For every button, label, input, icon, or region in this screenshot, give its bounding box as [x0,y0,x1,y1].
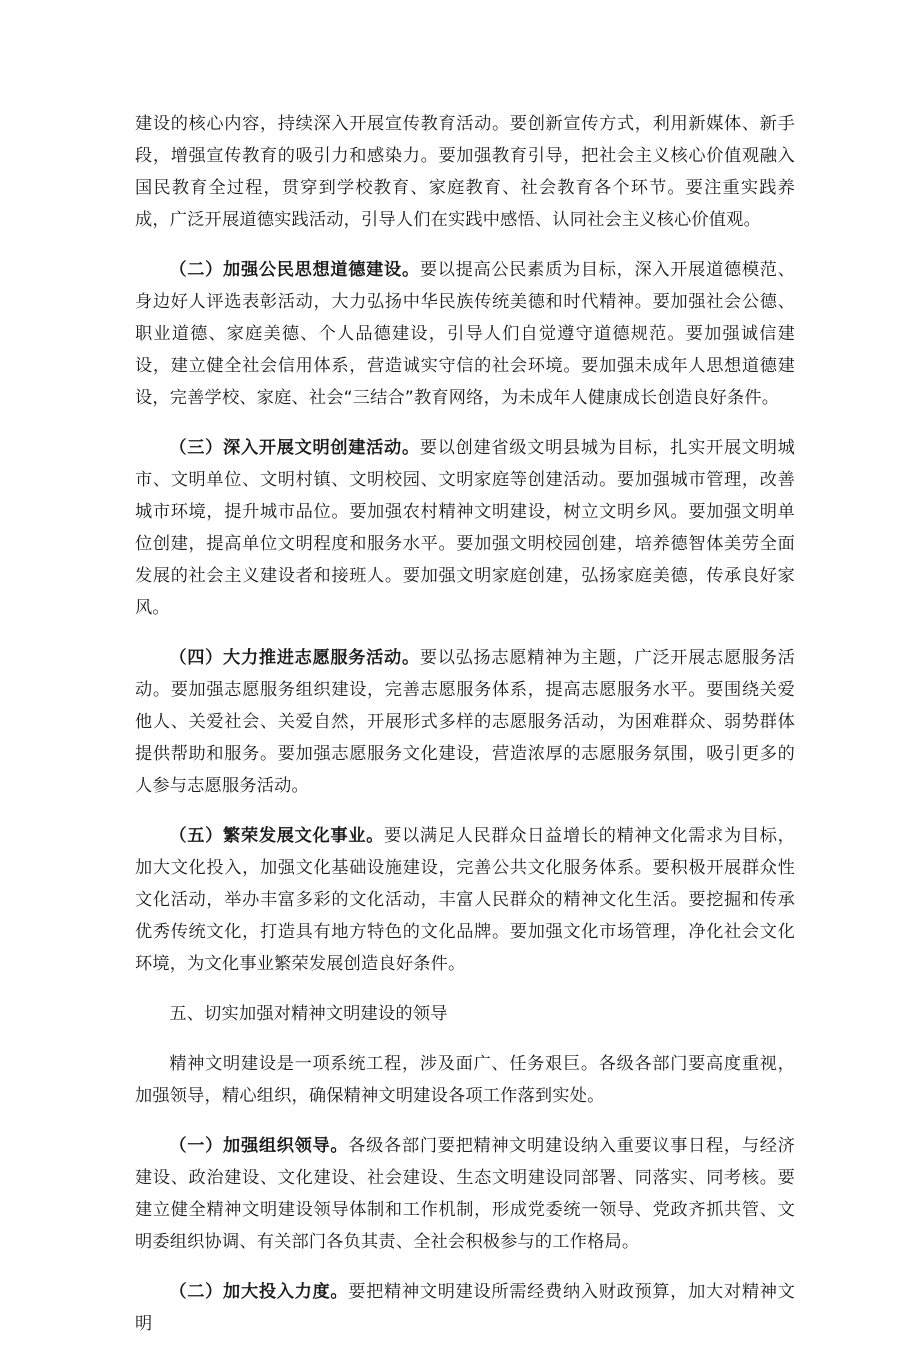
paragraph-text: 要把精神文明建设所需经费纳入财政预算，加大对精神文明 [135,1282,795,1334]
paragraph-text: 要以提高公民素质为目标，深入开展道德模范、身边好人评选表彰活动，大力弘扬中华民族传统美德和时代精神。要加强社会公德、职业道德、家庭美德、个人品德建设，引导人们自觉遵守道德规范。要加强诚信建设，建立健全社会信用体系，营造诚实守信的社会环境。要加强未成年人思想道德建设，完善学校、家庭、社会“三结合”教育网络，为未成年人健康成长创造良好条件。 [135,260,796,408]
paragraph-lead: （四）大力推进志愿服务活动。 [169,648,420,668]
paragraph-civilization-creation [135,432,795,624]
section-heading: 五、切实加强对精神文明建设的领导 [169,1004,448,1024]
paragraph-text: 各级各部门要把精神文明建设纳入重要议事日程，与经济建设、政治建设、文化建设、社会建设、生态文明建设同部署、同落实、同考核。要建立健全精神文明建设领导体制和工作机制，形成党委统一领导、党政齐抓共管、文明委组织协调、有关部门各负其责、全社会积极参与的工作格局。 [135,1136,795,1252]
paragraph-core-values [135,108,795,236]
paragraph-lead: （一）加强组织领导。 [169,1136,349,1156]
paragraph-text: 要以创建省级文明县城为目标，扎实开展文明城市、文明单位、文明村镇、文明校园、文明家庭等创建活动。要加强城市管理，改善城市环境，提升城市品位。要加强农村精神文明建设，树立文明乡风。要加强文明单位创建，提高单位文明程度和服务水平。要加强文明校园创建，培养德智体美劳全面发展的社会主义建设者和接班人。要加强文明家庭创建，弘扬家庭美德，传承良好家风。 [135,438,796,618]
paragraph-civic-morality [135,254,795,414]
paragraph-organizational-leadership [135,1130,795,1258]
paragraph-text: 精神文明建设是一项系统工程，涉及面广、任务艰巨。各级各部门要高度重视，加强领导，精心组织，确保精神文明建设各项工作落到实处。 [135,1054,795,1106]
paragraph-lead: （三）深入开展文明创建活动。 [169,438,420,458]
paragraph-text: 要以满足人民群众日益增长的精神文化需求为目标，加大文化投入，加强文化基础设施建设，完善公共文化服务体系。要积极开展群众性文化活动，举办丰富多彩的文化活动，丰富人民群众的精神文化生活。要挖掘和传承优秀传统文化，打造具有地方特色的文化品牌。要加强文化市场管理，净化社会文化环境，为文化事业繁荣发展创造良好条件。 [135,826,795,974]
paragraph-cultural-undertakings [135,820,795,980]
paragraph-lead: （五）繁荣发展文化事业。 [169,826,385,846]
paragraph-text: 建设的核心内容，持续深入开展宣传教育活动。要创新宣传方式，利用新媒体、新手段，增强宣传教育的吸引力和感染力。要加强教育引导，把社会主义核心价值观融入国民教育全过程，贯穿到学校教育、家庭教育、社会教育各个环节。要注重实践养成，广泛开展道德实践活动，引导人们在实践中感悟、认同社会主义核心价值观。 [135,114,795,230]
document-body [135,108,795,1358]
paragraph-volunteer-service [135,642,795,802]
paragraph-investment [135,1276,795,1340]
paragraph-lead: （二）加大投入力度。 [169,1282,349,1302]
paragraph-lead: （二）加强公民思想道德建设。 [169,260,420,280]
paragraph-text: 要以弘扬志愿精神为主题，广泛开展志愿服务活动。要加强志愿服务组织建设，完善志愿服务体系，提高志愿服务水平。要围绕关爱他人、关爱社会、关爱自然，开展形式多样的志愿服务活动，为困难群众、弱势群体提供帮助和服务。要加强志愿服务文化建设，营造浓厚的志愿服务氛围，吸引更多的人参与志愿服务活动。 [135,648,796,796]
paragraph-leadership-intro [135,1048,795,1112]
